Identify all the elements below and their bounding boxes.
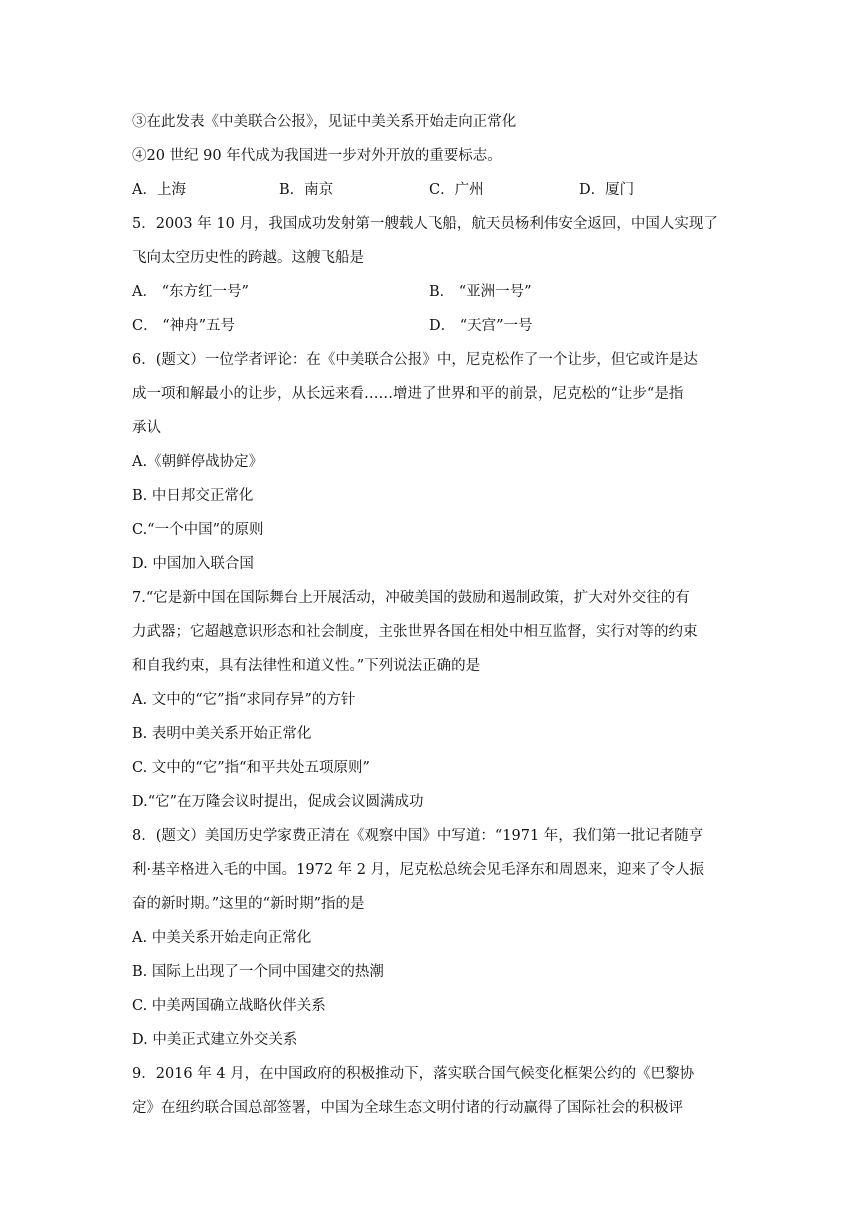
q5-options-row-2 (132, 316, 752, 336)
q6-stem-line-3: 承认 (132, 420, 161, 436)
q7-option-b: B. 表明中美关系开始正常化 (132, 726, 312, 742)
q4-option-b: B．南京 (279, 182, 334, 198)
q7-stem-line-3: 和自我约束，具有法律性和道义性。”下列说法正确的是 (132, 658, 481, 674)
q9-stem-line-1: 9．2016 年 4 月，在中国政府的积极推动下，落实联合国气候变化框架公约的《巴黎协 (132, 1066, 695, 1082)
q4-statement-3: ③在此发表《中美联合公报》，见证中美关系开始走向正常化 (132, 114, 517, 130)
q7-stem-line-1: 7.“它是新中国在国际舞台上开展活动，冲破美国的鼓励和遏制政策，扩大对外交往的有 (132, 590, 690, 606)
q5-option-b: B． “亚洲一号” (429, 284, 532, 300)
q7-option-c: C. 文中的“它”指“和平共处五项原则” (132, 760, 370, 776)
q4-option-a: A．上海 (132, 182, 186, 198)
q8-stem-line-1: 8．(题文）美国历史学家费正清在《观察中国》中写道：“1971 年，我们第一批记者随亨 (132, 828, 704, 844)
q5-options-row-1 (132, 282, 752, 302)
q6-option-c: C.“一个中国”的原则 (132, 522, 264, 538)
q6-option-a: A.《朝鲜停战协定》 (132, 454, 264, 470)
q7-option-a: A. 文中的“它”指“求同存异”的方针 (132, 692, 356, 708)
q8-stem-line-3: 奋的新时期。”这里的“新时期”指的是 (132, 896, 365, 912)
q6-option-b: B. 中日邦交正常化 (132, 488, 254, 504)
q5-option-a: A． “东方红一号” (132, 284, 249, 300)
q4-option-d: D．厦门 (579, 182, 635, 198)
q8-stem-line-2: 利·基辛格进入毛的中国。1972 年 2 月，尼克松总统会见毛泽东和周恩来，迎来了令人振 (132, 862, 705, 878)
q5-stem-line-1: 5．2003 年 10 月，我国成功发射第一艘载人飞船，航天员杨利伟安全返回，中国人实现了 (132, 216, 718, 232)
q5-option-d: D． “天宫”一号 (429, 318, 533, 334)
q4-statement-4: ④20 世纪 90 年代成为我国进一步对外开放的重要标志。 (132, 148, 502, 164)
q8-option-d: D. 中美正式建立外交关系 (132, 1032, 298, 1048)
q7-stem-line-2: 力武器；它超越意识形态和社会制度，主张世界各国在相处中相互监督，实行对等的约束 (132, 624, 698, 640)
q5-stem-line-2: 飞向太空历史性的跨越。这艘飞船是 (132, 250, 364, 266)
q9-stem-line-2: 定》在纽约联合国总部签署，中国为全球生态文明付诸的行动赢得了国际社会的积极评 (132, 1100, 683, 1116)
q8-option-b: B. 国际上出现了一个同中国建交的热潮 (132, 964, 384, 980)
q4-option-c: C．广州 (429, 182, 484, 198)
q8-option-a: A. 中美关系开始走向正常化 (132, 930, 312, 946)
q7-option-d: D.“它”在万隆会议时提出，促成会议圆满成功 (132, 794, 424, 810)
q6-stem-line-2: 成一项和解最小的让步，从长远来看……增进了世界和平的前景，尼克松的“让步“是指 (132, 386, 684, 402)
q6-stem-line-1: 6．(题文）一位学者评论：在《中美联合公报》中，尼克松作了一个让步，但它或许是达 (132, 352, 698, 368)
q4-options (132, 180, 752, 200)
q8-option-c: C. 中美两国确立战略伙伴关系 (132, 998, 326, 1014)
q5-option-c: C． “神舟”五号 (132, 318, 236, 334)
q6-option-d: D. 中国加入联合国 (132, 556, 254, 572)
